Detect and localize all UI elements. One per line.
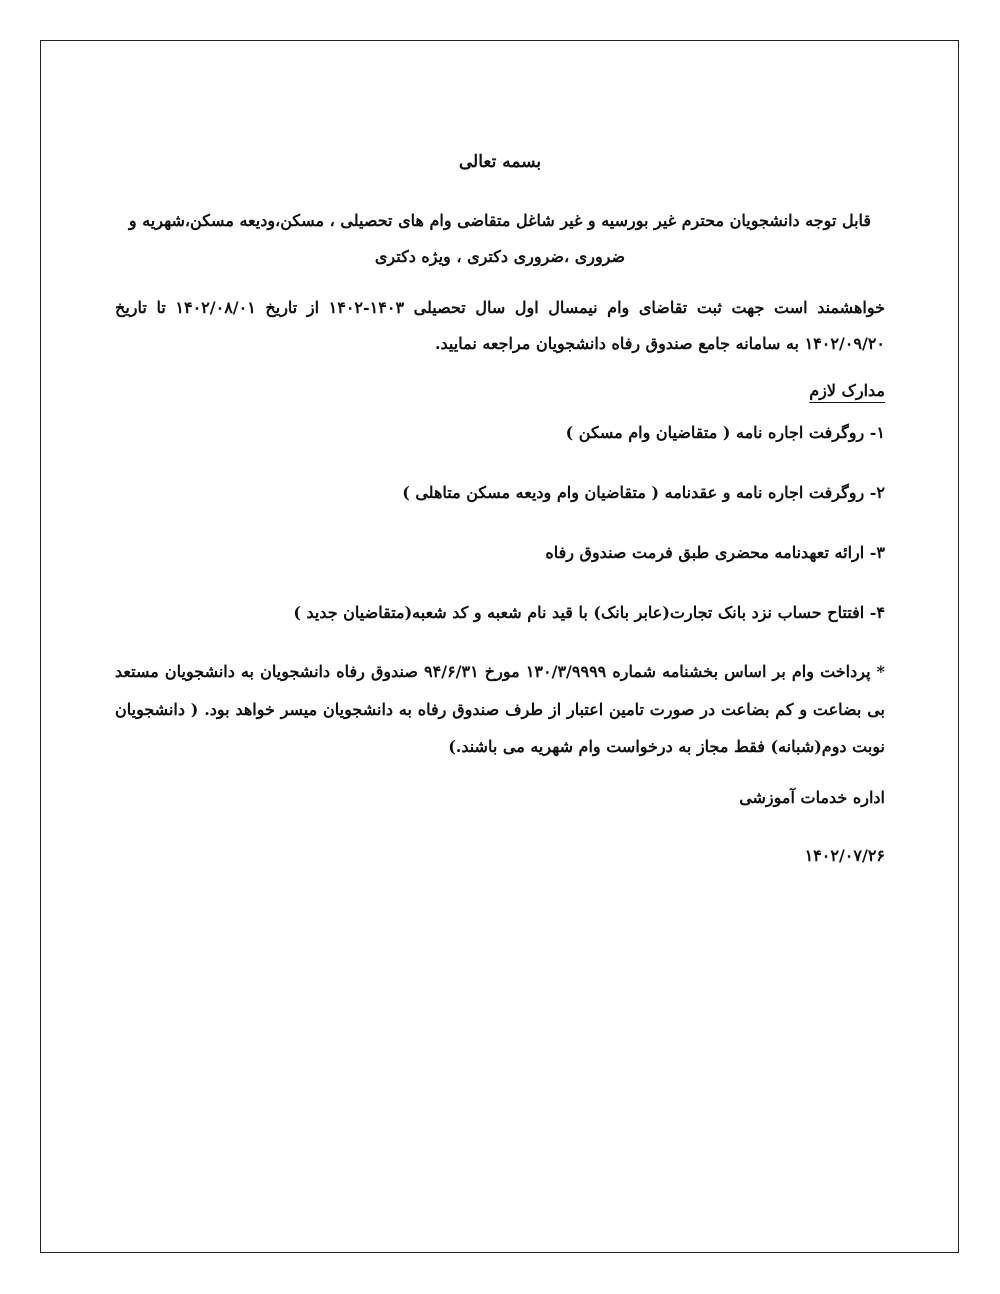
announcement-document [115, 150, 885, 868]
document-heading: بسمه تعالی [458, 152, 542, 172]
required-doc-item: ۳- ارائه تعهدنامه محضری طبق فرمت صندوق رفاه [545, 543, 885, 563]
payment-note: * پرداخت وام بر اساس بخشنامه شماره ۱۳۰/۳/۹۹۹۹ مورخ ۹۴/۶/۳۱ صندوق رفاه دانشجویان به دانشجویان مستعد بی بضاعت و کم بضاعت در صورت تامین اعتبار از طرف صندوق رفاه به دانشجویان میسر خواهد بود. ( دانشجویان نوبت دوم(شبانه) فقط مجاز به درخواست وام شهریه می باشند.) [115, 662, 886, 757]
required-doc-item: ۱- روگرفت اجاره نامه ( متقاضیان وام مسکن ) [565, 423, 885, 443]
required-doc-item: ۴- افتتاح حساب نزد بانک تجارت(عابر بانک) با قید نام شعبه و کد شعبه(متقاضیان جدید ) [293, 603, 885, 623]
signature-office: اداره خدمات آموزشی [739, 787, 885, 807]
document-date: ۱۴۰۲/۰۷/۲۶ [804, 845, 885, 865]
required-docs-title-label: مدارک لازم [809, 381, 885, 401]
required-docs-list [115, 421, 885, 625]
required-doc-item: ۲- روگرفت اجاره نامه و عقدنامه ( متقاضیان وام ودیعه مسکن متاهلی ) [402, 483, 885, 503]
announcement-text: خواهشمند است جهت ثبت تقاضای وام نیمسال اول سال تحصیلی ۱۴۰۳-۱۴۰۲ از تاریخ ۱۴۰۲/۰۸/۰۱ تا تاریخ ۱۴۰۲/۰۹/۲۰ به سامانه جامع صندوق رفاه دانشجویان مراجعه نمایید. [115, 297, 885, 354]
intro-text: قابل توجه دانشجویان محترم غیر بورسیه و غیر شاغل متقاضی وام های تحصیلی ، مسکن،ودیعه مسکن،شهریه و ضروری ،ضروری دکتری ، ویژه دکتری [128, 210, 872, 266]
required-docs-title [115, 379, 885, 403]
